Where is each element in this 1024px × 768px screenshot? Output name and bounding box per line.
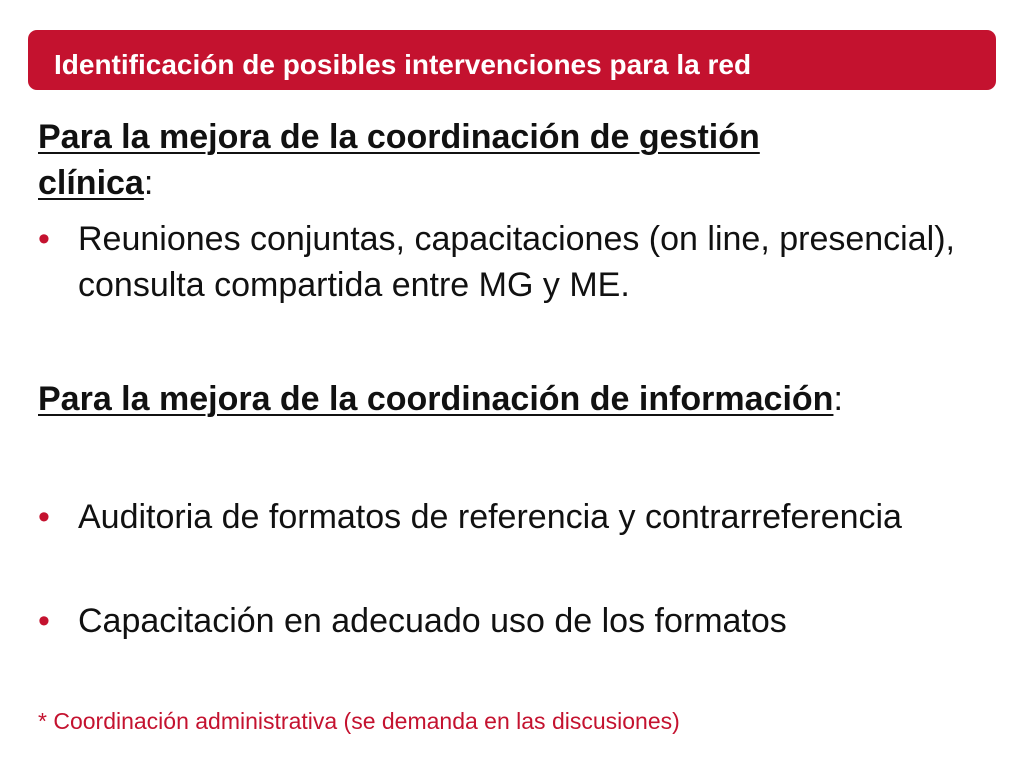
bullet-item	[38, 216, 978, 308]
footnote: * Coordinación administrativa (se demanda en las discusiones)	[38, 708, 680, 734]
section-heading-informacion	[38, 376, 998, 422]
bullet-text: Capacitación en adecuado uso de los formatos	[78, 602, 787, 640]
heading-colon: :	[833, 380, 843, 418]
bullet-text: Reuniones conjuntas, capacitaciones (on line, presencial), consulta compartida entre MG y ME.	[78, 220, 955, 304]
heading-line-2: clínica	[38, 164, 144, 202]
title-banner	[28, 30, 996, 90]
section-heading-gestion-clinica	[38, 114, 938, 206]
slide-title: Identificación de posibles intervenciones para la red	[54, 49, 752, 80]
bullet-icon: •	[38, 498, 50, 536]
bullet-icon: •	[38, 220, 50, 258]
heading-text: Para la mejora de la coordinación de información	[38, 380, 834, 418]
heading-line-1: Para la mejora de la coordinación de gestión	[38, 118, 760, 156]
bullet-item	[38, 598, 978, 644]
bullet-item	[38, 494, 978, 586]
heading-colon: :	[143, 164, 154, 202]
bullet-text: Auditoria de formatos de referencia y contrarreferencia	[78, 498, 902, 536]
bullet-icon: •	[38, 602, 50, 640]
